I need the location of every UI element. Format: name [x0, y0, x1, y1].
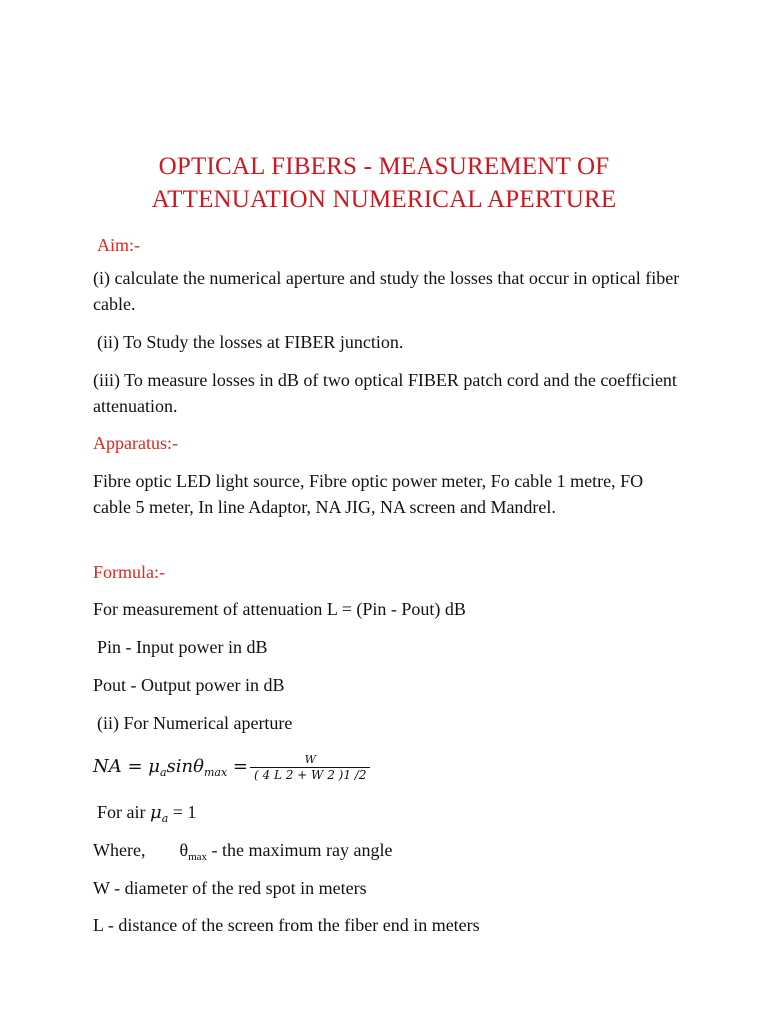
aim-item-2: (ii) To Study the losses at FIBER junction.: [97, 332, 404, 352]
attenuation-formula: For measurement of attenuation L = (Pin - Pout) dB: [93, 599, 466, 619]
mu-symbol: μ: [148, 756, 160, 777]
apparatus-heading: Apparatus:-: [93, 433, 178, 453]
theta-subscript: max: [203, 766, 228, 779]
air-line: [97, 799, 697, 832]
na-fraction: [250, 753, 370, 782]
theta-symbol: θ: [179, 840, 189, 860]
air-mu-subscript: a: [161, 812, 169, 825]
aim-heading: Aim:-: [97, 235, 140, 255]
apparatus-text: Fibre optic LED light source, Fibre optic power meter, Fo cable 1 metre, FO cable 5 meter, In line Adaptor, NA JIG, NA screen and Mandrel.: [93, 471, 644, 517]
page-title: [0, 150, 768, 216]
na-formula: [93, 748, 693, 791]
na-heading: (ii) For Numerical aperture: [97, 713, 293, 733]
fraction-numerator: W: [304, 753, 316, 767]
w-definition: W - diameter of the red spot in meters: [93, 878, 367, 898]
na-lhs: NA =: [93, 756, 149, 777]
fraction-denominator: ( 4 L 2 + W 2 )1 /2: [250, 767, 370, 782]
title-line-1: OPTICAL FIBERS - MEASUREMENT OF: [158, 153, 610, 180]
aim-item-3: (iii) To measure losses in dB of two optical FIBER patch cord and the coefficient attenuation.: [93, 370, 677, 416]
where-prefix: Where,: [93, 840, 146, 860]
air-prefix: For air: [97, 802, 150, 822]
air-suffix: = 1: [168, 802, 197, 822]
where-suffix: - the maximum ray angle: [207, 840, 393, 860]
mu-subscript: a: [159, 766, 167, 779]
title-line-2: ATTENUATION NUMERICAL APERTURE: [151, 186, 617, 213]
where-theta-subscript: max: [188, 851, 208, 863]
aim-item-1: (i) calculate the numerical aperture and study the losses that occur in optical fiber cable.: [93, 268, 680, 314]
pout-definition: Pout - Output power in dB: [93, 675, 285, 695]
pin-definition: Pin - Input power in dB: [97, 637, 268, 657]
equals-sign: =: [227, 756, 248, 777]
formula-heading: Formula:-: [93, 562, 165, 582]
l-definition: L - distance of the screen from the fiber end in meters: [93, 915, 480, 935]
sin-theta: sinθ: [166, 756, 204, 777]
air-mu-symbol: μ: [150, 802, 162, 823]
where-line: [93, 837, 693, 870]
